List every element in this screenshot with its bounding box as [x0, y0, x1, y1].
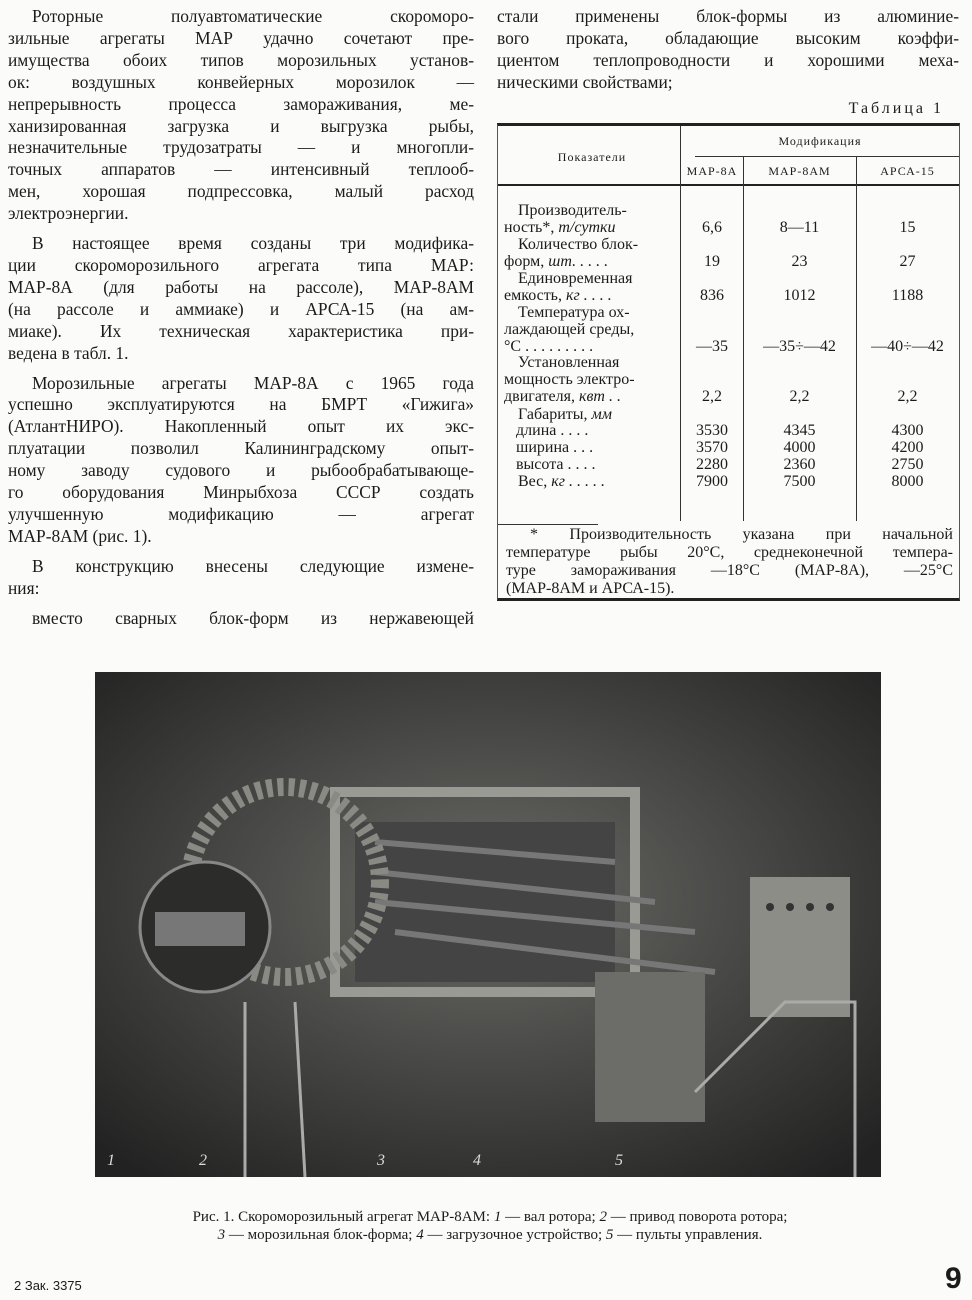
text-line: точных аппаратов — интенсивный теплооб-	[8, 159, 474, 180]
text-line: ханизированная загрузка и выгрузка рыбы,	[8, 115, 474, 136]
header-modification: Модификация	[778, 134, 862, 148]
text-line: МАР-8АМ (рис. 1).	[8, 525, 152, 546]
specs-table	[497, 123, 960, 601]
text-line: ведена в табл. 1.	[8, 342, 129, 363]
table-cell: 27	[899, 253, 916, 270]
text-line: ническими свойствами;	[497, 71, 673, 92]
text-line: зильные агрегаты МАР удачно сочетают пре-	[8, 27, 474, 48]
table-cell: 1012	[783, 287, 816, 304]
footnote-line: (МАР-8АМ и АРСА-15).	[506, 580, 675, 597]
text-line: МАР-8А (для работы на рассоле), МАР-8АМ	[8, 276, 474, 297]
table-cell: 7900	[696, 473, 728, 490]
row-label	[504, 422, 680, 439]
paragraph	[8, 556, 474, 600]
label-line	[504, 354, 680, 371]
figure-label: 5	[615, 1152, 623, 1169]
label-line	[504, 439, 680, 456]
footnote-line: температуре рыбы 20°С, среднеконечной темпера-	[506, 544, 953, 561]
table-cell: 2,2	[789, 388, 810, 405]
paragraph	[8, 373, 474, 548]
table-cell: 4300	[891, 422, 924, 439]
text-line: вого проката, обладающие высоким коэффи-	[497, 27, 959, 48]
page-number: 9	[945, 1262, 962, 1295]
row-label	[504, 354, 680, 405]
table-cell: —35÷—42	[763, 338, 836, 355]
table-cell: 23	[791, 253, 808, 270]
label-line	[504, 456, 680, 473]
label-text: Габариты,	[518, 406, 588, 423]
label-text: форм,	[504, 253, 545, 270]
row-unit: кг . . . . .	[551, 473, 606, 490]
text-line: ния:	[8, 577, 40, 598]
text-line: го оборудования Минрыбхоза СССР создать	[8, 482, 474, 503]
label-line	[504, 473, 680, 490]
row-label	[504, 270, 680, 304]
table-cell: 2,2	[702, 388, 722, 405]
label-line	[504, 304, 680, 321]
label-line	[504, 202, 680, 219]
table-cell: 4345	[783, 422, 816, 439]
text-line: (на рассоле и аммиаке) и АРСА-15 (на ам-	[8, 298, 474, 319]
text-line: ок: воздушных конвейерных морозилок —	[8, 71, 474, 92]
table-cell: —40÷—42	[871, 338, 944, 355]
figure-caption: Рис. 1. Скороморозильный агрегат МАР-8АМ: 1 — вал ротора; 2 — привод поворота ротора; 3 — морозильная блок-форма; 4 — загрузочное устройство; 5 — пульты управления.	[192, 1209, 788, 1243]
label-text: ность*,	[504, 219, 555, 236]
figure-label: 2	[199, 1152, 207, 1169]
table-cell: 2,2	[897, 388, 918, 405]
table-cell: 3530	[696, 422, 728, 439]
text-line: незначительные трудозатраты — и многопли-	[8, 137, 474, 158]
label-line	[504, 287, 680, 304]
row-unit: квт . .	[578, 388, 621, 405]
label-text: Вес,	[518, 473, 548, 490]
label-text: Температура ох-	[518, 304, 630, 321]
paragraph	[8, 608, 474, 630]
text-line: мен, хорошая подпрессовка, малый расход	[8, 181, 474, 202]
label-line	[504, 219, 680, 236]
table-cell: 3570	[696, 439, 728, 456]
label-text: емкость,	[504, 287, 562, 304]
row-unit: кг . . . .	[565, 287, 612, 304]
figure-label: 3	[377, 1152, 385, 1169]
row-label	[504, 473, 680, 490]
label-line	[504, 388, 680, 405]
row-label	[504, 236, 680, 270]
figure-photo-mar-8am	[95, 672, 881, 1177]
text-line: Морозильные агрегаты МАР-8А с 1965 года	[32, 372, 474, 393]
label-text: длина . . . .	[504, 422, 589, 439]
label-text: Установленная	[518, 354, 620, 371]
text-line: В конструкцию внесены следующие измене-	[32, 555, 474, 576]
label-line	[504, 338, 680, 355]
text-line: успешно эксплуатируются на БМРТ «Гижига»	[8, 394, 474, 415]
figure-label: 4	[473, 1152, 481, 1169]
printer-signature: 2 Зак. 3375	[14, 1278, 82, 1293]
label-text: °С . . . . . . . . .	[504, 338, 594, 355]
paragraph	[8, 6, 474, 225]
label-text: Единовременная	[518, 270, 633, 287]
label-line	[504, 371, 680, 388]
row-label	[504, 202, 680, 236]
table-cell: 15	[899, 219, 916, 236]
text-line: электроэнергии.	[8, 203, 129, 224]
text-line: плуатации позволил Калининградскому опыт-	[8, 438, 474, 459]
row-label	[504, 304, 680, 355]
table-cell: 4200	[891, 439, 924, 456]
left-text-column	[8, 6, 474, 637]
text-line: вместо сварных блок-форм из нержавеющей	[32, 607, 474, 628]
label-text: лаждающей среды,	[504, 321, 635, 338]
label-line	[504, 253, 680, 270]
label-line	[504, 321, 680, 338]
footnote-line: * Производительность указана при начальной	[530, 526, 953, 543]
text-line: ции скороморозильного агрегата типа МАР:	[8, 254, 474, 275]
paragraph	[8, 233, 474, 364]
text-line: Роторные полуавтоматические скороморо-	[32, 6, 474, 26]
label-text: двигателя,	[504, 388, 575, 405]
table-cell: 2360	[783, 456, 816, 473]
label-text: Количество блок-	[518, 236, 639, 253]
table-cell: 19	[704, 253, 720, 270]
header-model: АРСА-15	[880, 164, 935, 178]
text-line: миаке). Их техническая характеристика при-	[8, 320, 474, 341]
text-line: В настоящее время созданы три модифика-	[32, 233, 474, 254]
table-cell: 2750	[891, 456, 924, 473]
label-line	[504, 236, 680, 253]
label-line	[504, 422, 680, 439]
row-label	[504, 456, 680, 473]
label-text: высота . . . .	[504, 456, 596, 473]
header-indicators: Показатели	[557, 150, 627, 164]
table-caption: Таблица 1	[848, 100, 944, 117]
row-label	[504, 406, 680, 423]
label-text: ширина . . .	[504, 439, 594, 456]
table-footnote	[506, 526, 953, 598]
text-line: непрерывность процесса замораживания, ме-	[8, 93, 474, 114]
label-line	[504, 270, 680, 287]
text-line: циентом теплопроводности и хорошими меха-	[497, 49, 959, 70]
row-label	[504, 439, 680, 456]
row-unit: т/сутки	[558, 219, 616, 236]
row-unit: шт. . . . .	[548, 253, 609, 270]
table-cell: 8000	[891, 473, 924, 490]
text-line: (АтлантНИРО). Накопленный опыт их экс-	[8, 416, 474, 437]
table-cell: 1188	[891, 287, 924, 304]
table-cell: —35	[696, 338, 728, 355]
header-model: МАР-8А	[686, 164, 738, 178]
label-text: мощность электро-	[504, 371, 635, 388]
text-line: ному заводу судового и рыбообрабатывающе-	[8, 460, 474, 481]
table-cell: 836	[700, 287, 724, 304]
footnote-line: туре замораживания —18°С (МАР-8А), —25°С	[506, 562, 953, 579]
table-cell: 4000	[783, 439, 816, 456]
table-cell: 6,6	[702, 219, 722, 236]
header-model: МАР-8АМ	[768, 164, 831, 178]
right-text-column	[497, 6, 959, 94]
row-unit: мм	[591, 406, 612, 423]
label-line	[504, 406, 680, 423]
table-cell: 2280	[696, 456, 728, 473]
label-text: Производитель-	[518, 202, 627, 219]
text-line: улучшенную модификацию — агрегат	[8, 503, 474, 524]
table-cell: 7500	[783, 473, 816, 490]
text-line: имущества обоих типов морозильных установ-	[8, 49, 474, 70]
figure-label: 1	[107, 1152, 115, 1169]
text-line: стали применены блок-формы из алюминие-	[497, 6, 959, 26]
table-cell: 8—11	[779, 219, 820, 236]
